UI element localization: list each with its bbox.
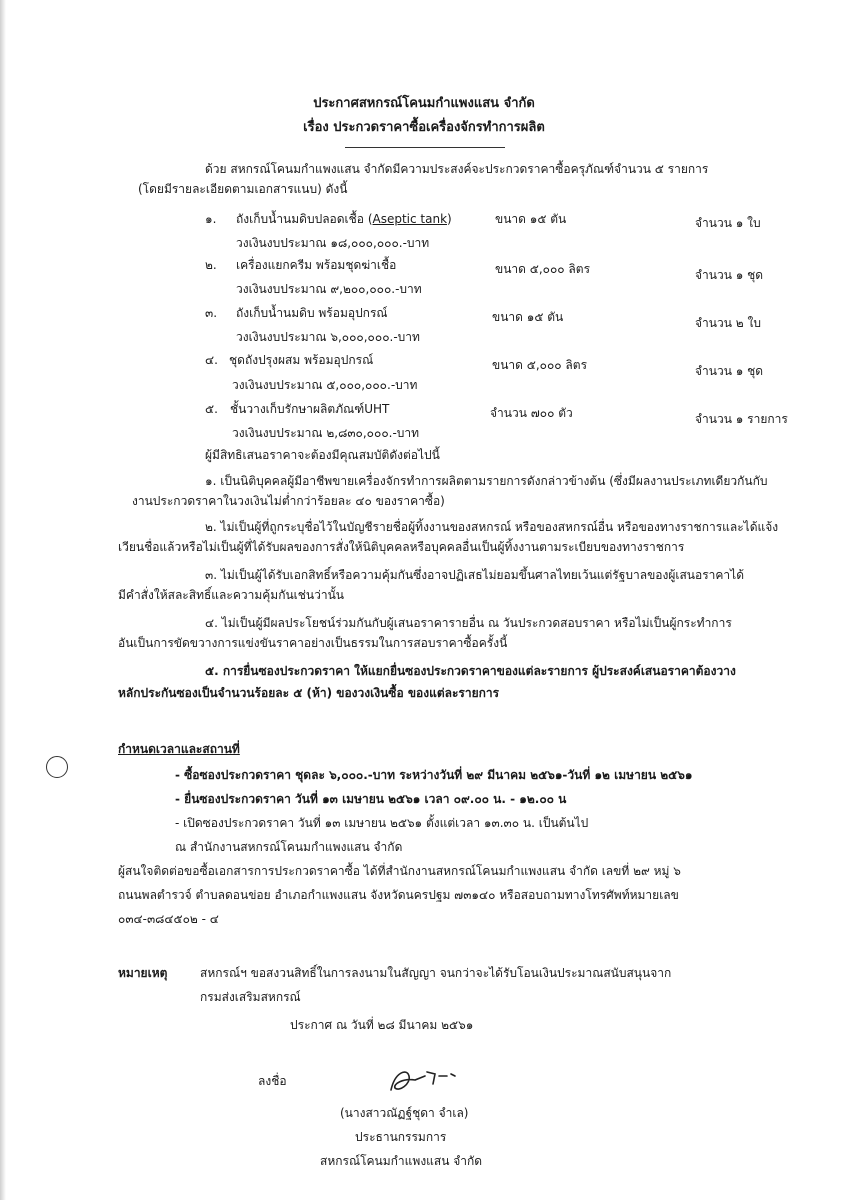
- item-5-quantity: จำนวน ๑ รายการ: [695, 412, 788, 426]
- intro-line2: (โดยมีรายละเอียดตามเอกสารแนบ) ดังนี้: [138, 182, 348, 196]
- schedule-submit-envelope: - ยื่นซองประกวดราคา วันที่ ๑๓ เมษายน ๒๕๖๑ เวลา ๐๙.๐๐ น. - ๑๒.๐๐ น: [175, 792, 567, 806]
- signer-position: ประธานกรรมการ: [355, 1130, 447, 1144]
- item-1-name-underlined: Aseptic tank: [372, 212, 448, 226]
- item-1-number: ๑.: [205, 212, 217, 226]
- qualification-5-line2: หลักประกันซองเป็นจำนวนร้อยละ ๕ (ห้า) ของวงเงินซื้อ ของแต่ละรายการ: [118, 686, 500, 700]
- item-4-quantity: จำนวน ๑ ชุด: [695, 364, 764, 378]
- contact-phone: ๐๓๔-๓๘๔๕๐๒ - ๔: [118, 912, 219, 926]
- item-5-budget: วงเงินงบประมาณ ๒,๘๓๐,๐๐๐.-บาท: [232, 426, 420, 440]
- item-5-name: ชั้นวางเก็บรักษาผลิตภัณฑ์UHT: [230, 402, 390, 416]
- item-1-name-tail: ): [447, 212, 452, 226]
- qualification-1-line1: ๑. เป็นนิติบุคคลผู้มีอาชีพขายเครื่องจักรทำการผลิตตามรายการดังกล่าวข้างต้น (ซึ่งมีผลงานประเภทเดียวกันกับ: [205, 474, 768, 488]
- item-3-number: ๓.: [205, 306, 218, 320]
- circle-mark-icon: [46, 756, 68, 778]
- item-4-number: ๔.: [205, 353, 218, 367]
- contact-line2: ถนนพลตำรวจ์ ตำบลดอนข่อย อำเภอกำแพงแสน จังหวัดนครปฐม ๗๓๑๔๐ หรือสอบถามทางโทรศัพท์หมายเลข: [118, 888, 679, 902]
- item-1-size: ขนาด ๑๕ ตัน: [495, 212, 567, 226]
- item-4-budget: วงเงินงบประมาณ ๕,๐๐๐,๐๐๐.-บาท: [232, 378, 418, 392]
- item-2-name: เครื่องแยกครีม พร้อมชุดฆ่าเชื้อ: [236, 258, 397, 272]
- item-3-size: ขนาด ๑๕ ตัน: [492, 310, 564, 324]
- qualification-4-line1: ๔. ไม่เป็นผู้มีผลประโยชน์ร่วมกันกับผู้เสนอราคารายอื่น ณ วันประกวดสอบราคา หรือไม่เป็นผู้กระทำการ: [205, 616, 732, 630]
- item-2-quantity: จำนวน ๑ ชุด: [695, 268, 764, 282]
- qualification-2-line1: ๒. ไม่เป็นผู้ที่ถูกระบุชื่อไว้ในบัญชีรายชื่อผู้ทิ้งงานของสหกรณ์ หรือของสหกรณ์อื่น หรือของทางราชการและได้แจ้ง: [205, 520, 779, 534]
- remark-line2: กรมส่งเสริมสหกรณ์: [200, 990, 301, 1004]
- qualifications-heading: ผู้มีสิทธิเสนอราคาจะต้องมีคุณสมบัติดังต่อไปนี้: [205, 448, 440, 462]
- qualification-3-line1: ๓. ไม่เป็นผู้ได้รับเอกสิทธิ์หรือความคุ้มกันซึ่งอาจปฏิเสธไม่ยอมขึ้นศาลไทยเว้นแต่รัฐบาลของผู้เสนอราคาได้: [205, 568, 744, 582]
- item-3-name: ถังเก็บน้ำนมดิบ พร้อมอุปกรณ์: [236, 306, 388, 320]
- qualification-4-line2: อันเป็นการขัดขวางการแข่งขันราคาอย่างเป็นธรรมในการสอบราคาซื้อครั้งนี้: [118, 636, 508, 650]
- qualification-2-line2: เวียนชื่อแล้วหรือไม่เป็นผู้ที่ได้รับผลของการสั่งให้นิติบุคคลหรือบุคคลอื่นเป็นผู้ทิ้งงานตามระเบียบของทางราชการ: [118, 540, 685, 554]
- item-2-size: ขนาด ๕,๐๐๐ ลิตร: [495, 262, 591, 276]
- item-1-name-main: ถังเก็บน้ำนมดิบปลอดเชื้อ (: [236, 212, 373, 226]
- schedule-open-envelope: - เปิดซองประกวดราคา วันที่ ๑๓ เมษายน ๒๕๖๑ ตั้งแต่เวลา ๑๓.๓๐ น. เป็นต้นไป: [175, 816, 589, 830]
- sign-label: ลงชื่อ: [258, 1074, 287, 1088]
- document-title-line2: เรื่อง ประกวดราคาซื้อเครื่องจักรทำการผลิต: [303, 120, 545, 135]
- item-1-quantity: จำนวน ๑ ใบ: [695, 216, 761, 230]
- item-4-name: ชุดถังปรุงผสม พร้อมอุปกรณ์: [229, 353, 374, 367]
- qualification-5-line1: ๕. การยื่นซองประกวดราคา ให้แยกยื่นซองประกวดราคาของแต่ละรายการ ผู้ประสงค์เสนอราคาต้องวาง: [205, 664, 736, 678]
- item-1-name: [236, 210, 452, 229]
- item-3-budget: วงเงินงบประมาณ ๖,๐๐๐,๐๐๐.-บาท: [236, 330, 420, 344]
- handwritten-signature: [385, 1062, 475, 1098]
- item-2-budget: วงเงินงบประมาณ ๙,๒๐๐,๐๐๐.-บาท: [236, 282, 422, 296]
- item-1-budget: วงเงินงบประมาณ ๑๘,๐๐๐,๐๐๐.-บาท: [236, 236, 430, 250]
- scan-shadow-edge: [0, 0, 6, 1200]
- item-2-number: ๒.: [205, 258, 217, 272]
- signer-name: (นางสาวณัฏฐ์ชุดา จำเล): [340, 1106, 469, 1120]
- intro-line1: ด้วย สหกรณ์โคนมกำแพงแสน จำกัดมีความประสงค์จะประกวดราคาซื้อครุภัณฑ์จำนวน ๕ รายการ: [205, 162, 709, 176]
- item-4-size: ขนาด ๕,๐๐๐ ลิตร: [492, 358, 588, 372]
- qualification-3-line2: มีคำสั่งให้สละสิทธิ์และความคุ้มกันเช่นว่านั้น: [118, 588, 344, 602]
- item-5-number: ๕.: [205, 402, 218, 416]
- remark-label: หมายเหตุ: [118, 966, 168, 980]
- remark-line1: สหกรณ์ฯ ขอสงวนสิทธิ์ในการลงนามในสัญญา จนกว่าจะได้รับโอนเงินประมาณสนับสนุนจาก: [200, 966, 672, 980]
- signer-organization: สหกรณ์โคนมกำแพงแสน จำกัด: [320, 1154, 483, 1168]
- contact-line1: ผู้สนใจติดต่อขอซื้อเอกสารการประกวดราคาซื้อ ได้ที่สำนักงานสหกรณ์โคนมกำแพงแสน จำกัด เลขที่ ๒๙ หมู่ ๖: [118, 864, 681, 878]
- document-title-line1: ประกาศสหกรณ์โคนมกำแพงแสน จำกัด: [313, 96, 535, 111]
- schedule-heading: กำหนดเวลาและสถานที่: [118, 742, 240, 756]
- item-5-size: จำนวน ๗๐๐ ตัว: [490, 406, 573, 420]
- schedule-place: ณ สำนักงานสหกรณ์โคนมกำแพงแสน จำกัด: [175, 840, 403, 854]
- schedule-buy-envelope: - ซื้อซองประกวดราคา ชุดละ ๖,๐๐๐.-บาท ระหว่างวันที่ ๒๙ มีนาคม ๒๕๖๑-วันที่ ๑๒ เมษายน ๒๕๖๑: [175, 768, 693, 782]
- title-divider: [345, 147, 505, 148]
- qualification-1-line2: งานประกวดราคาในวงเงินไม่ต่ำกว่าร้อยละ ๔๐ ของราคาซื้อ): [132, 494, 445, 508]
- item-3-quantity: จำนวน ๒ ใบ: [695, 316, 761, 330]
- announce-date: ประกาศ ณ วันที่ ๒๘ มีนาคม ๒๕๖๑: [290, 1018, 474, 1032]
